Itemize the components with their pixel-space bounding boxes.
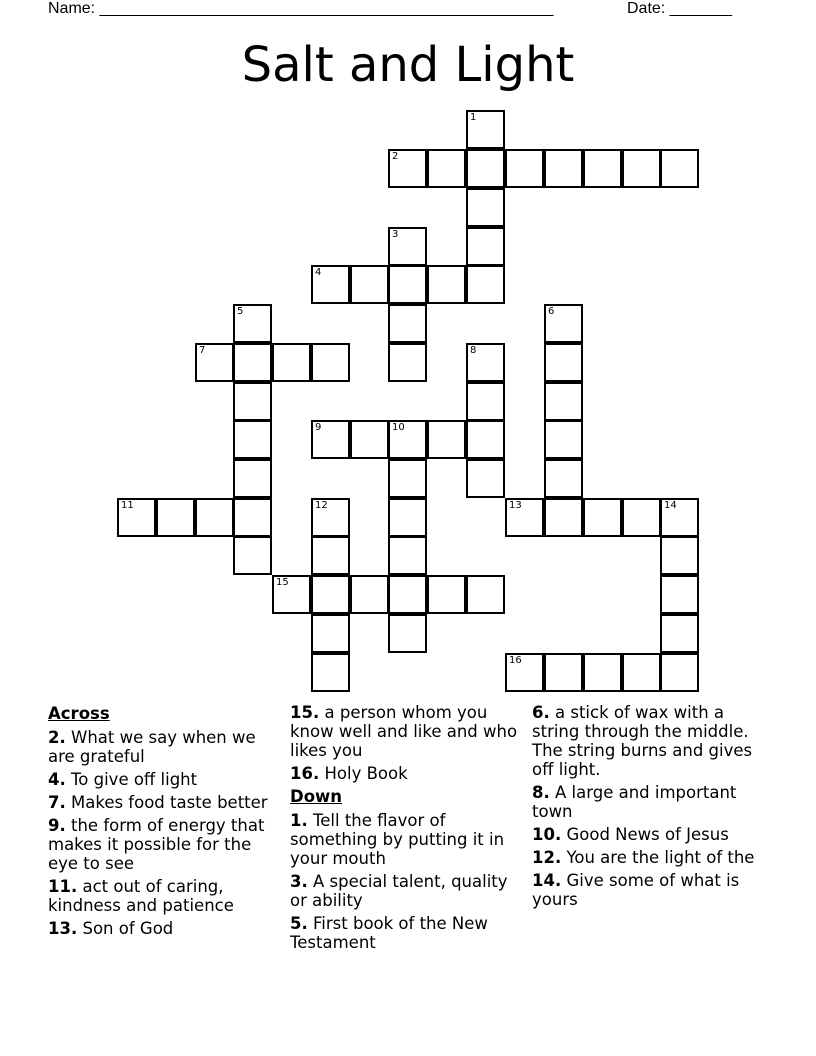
clue-text: Holy Book	[324, 764, 408, 783]
across-clue-4	[48, 770, 286, 789]
across-clue-13	[48, 919, 286, 938]
cell-number: 5	[237, 306, 244, 317]
grid-cell[interactable]	[660, 614, 699, 653]
across-clue-2	[48, 728, 286, 766]
grid-cell[interactable]	[156, 498, 195, 537]
cell-number: 12	[315, 500, 328, 511]
cell-number: 4	[315, 267, 322, 278]
grid-cell[interactable]	[311, 536, 350, 575]
grid-cell[interactable]	[388, 459, 427, 498]
grid-cell[interactable]	[583, 653, 622, 692]
grid-cell[interactable]	[233, 304, 272, 343]
down-heading: Down	[290, 787, 343, 806]
grid-cell[interactable]	[544, 382, 583, 421]
grid-cell[interactable]	[117, 498, 156, 537]
grid-cell[interactable]	[466, 575, 505, 614]
grid-cell[interactable]	[233, 498, 272, 537]
grid-cell[interactable]	[350, 420, 389, 459]
grid-cell[interactable]	[233, 459, 272, 498]
grid-cell[interactable]	[311, 498, 350, 537]
grid-cell[interactable]	[388, 420, 427, 459]
grid-cell[interactable]	[311, 614, 350, 653]
clue-number: 3.	[290, 872, 308, 891]
grid-cell[interactable]	[427, 265, 466, 304]
clue-text: the form of energy that makes it possible for the eye to see	[48, 816, 265, 873]
grid-cell[interactable]	[544, 304, 583, 343]
grid-cell[interactable]	[388, 536, 427, 575]
clue-number: 12.	[532, 848, 562, 867]
cell-number: 3	[392, 229, 399, 240]
grid-cell[interactable]	[388, 304, 427, 343]
grid-cell[interactable]	[544, 653, 583, 692]
grid-cell[interactable]	[544, 498, 583, 537]
grid-cell[interactable]	[466, 110, 505, 149]
grid-cell[interactable]	[466, 343, 505, 382]
clue-text: Tell the flavor of something by putting it in your mouth	[290, 811, 505, 868]
grid-cell[interactable]	[466, 459, 505, 498]
grid-cell[interactable]	[272, 343, 311, 382]
cell-number: 10	[392, 422, 405, 433]
clue-number: 10.	[532, 825, 562, 844]
clue-text: Son of God	[82, 919, 174, 938]
grid-cell[interactable]	[622, 653, 661, 692]
grid-cell[interactable]	[544, 149, 583, 188]
grid-cell[interactable]	[427, 149, 466, 188]
grid-cell[interactable]	[233, 382, 272, 421]
clue-text: A large and important town	[532, 783, 737, 821]
down-clue-8	[532, 783, 770, 821]
clue-text: a stick of wax with a string through the middle. The string burns and gives off light.	[532, 703, 753, 779]
grid-cell[interactable]	[311, 575, 350, 614]
grid-cell[interactable]	[350, 265, 389, 304]
clue-number: 11.	[48, 877, 78, 896]
clue-number: 7.	[48, 793, 66, 812]
clue-text: Makes food taste better	[71, 793, 268, 812]
down-clue-10	[532, 825, 770, 844]
grid-cell[interactable]	[583, 498, 622, 537]
across-clue-7	[48, 793, 286, 812]
cell-number: 14	[664, 500, 677, 511]
grid-cell[interactable]	[427, 575, 466, 614]
cell-number: 11	[121, 500, 134, 511]
grid-cell[interactable]	[466, 382, 505, 421]
grid-cell[interactable]	[544, 420, 583, 459]
clue-number: 9.	[48, 816, 66, 835]
cell-number: 16	[509, 655, 522, 666]
cell-number: 1	[470, 112, 477, 123]
grid-cell[interactable]	[311, 420, 350, 459]
grid-cell[interactable]	[272, 575, 311, 614]
cell-number: 2	[392, 151, 399, 162]
cell-number: 7	[199, 345, 206, 356]
clue-number: 1.	[290, 811, 308, 830]
cell-number: 6	[548, 306, 555, 317]
grid-cell[interactable]	[195, 498, 234, 537]
page-title: Salt and Light	[241, 37, 575, 93]
grid-cell[interactable]	[544, 459, 583, 498]
across-clue-11	[48, 877, 286, 915]
clue-text: First book of the New Testament	[290, 914, 488, 952]
name-field-line: Name: ___________________________________________________	[48, 0, 554, 17]
grid-cell[interactable]	[466, 227, 505, 266]
grid-cell[interactable]	[195, 343, 234, 382]
down-clue-1	[290, 811, 528, 868]
clue-number: 13.	[48, 919, 78, 938]
grid-cell[interactable]	[660, 498, 699, 537]
grid-cell[interactable]	[583, 149, 622, 188]
clue-text: A special talent, quality or ability	[290, 872, 508, 910]
grid-cell[interactable]	[233, 536, 272, 575]
grid-cell[interactable]	[311, 653, 350, 692]
down-clue-3	[290, 872, 528, 910]
date-field-line: Date: _______	[627, 0, 732, 17]
grid-cell[interactable]	[388, 614, 427, 653]
clue-text: Good News of Jesus	[566, 825, 729, 844]
clues-column-3	[532, 703, 770, 913]
clue-number: 5.	[290, 914, 308, 933]
grid-cell[interactable]	[388, 265, 427, 304]
clue-number: 2.	[48, 728, 66, 747]
clue-number: 6.	[532, 703, 550, 722]
grid-cell[interactable]	[660, 536, 699, 575]
clues-column-2	[290, 703, 528, 956]
grid-cell[interactable]	[233, 343, 272, 382]
down-clue-14	[532, 871, 770, 909]
grid-cell[interactable]	[505, 149, 544, 188]
grid-cell[interactable]	[660, 149, 699, 188]
across-clue-15	[290, 703, 528, 760]
grid-cell[interactable]	[311, 265, 350, 304]
cell-number: 15	[276, 577, 289, 588]
clue-number: 4.	[48, 770, 66, 789]
grid-cell[interactable]	[544, 343, 583, 382]
grid-cell[interactable]	[466, 149, 505, 188]
grid-cell[interactable]	[466, 420, 505, 459]
down-clue-12	[532, 848, 770, 867]
clues-column-1	[48, 703, 286, 942]
cell-number: 8	[470, 345, 477, 356]
grid-cell[interactable]	[622, 149, 661, 188]
grid-cell[interactable]	[622, 498, 661, 537]
cell-number: 13	[509, 500, 522, 511]
grid-cell[interactable]	[466, 188, 505, 227]
down-clue-5	[290, 914, 528, 952]
clue-text: Give some of what is yours	[532, 871, 740, 909]
across-clue-9	[48, 816, 286, 873]
clue-text: a person whom you know well and like and who likes you	[290, 703, 518, 760]
grid-cell[interactable]	[505, 498, 544, 537]
grid-cell[interactable]	[466, 265, 505, 304]
clue-number: 8.	[532, 783, 550, 802]
grid-cell[interactable]	[233, 420, 272, 459]
grid-cell[interactable]	[660, 653, 699, 692]
cell-number: 9	[315, 422, 322, 433]
clue-number: 14.	[532, 871, 562, 890]
clue-text: act out of caring, kindness and patience	[48, 877, 234, 915]
grid-cell[interactable]	[350, 575, 389, 614]
grid-cell[interactable]	[388, 343, 427, 382]
grid-cell[interactable]	[388, 227, 427, 266]
across-heading: Across	[48, 704, 110, 723]
clue-number: 16.	[290, 764, 320, 783]
down-clue-6	[532, 703, 770, 779]
across-clue-16	[290, 764, 528, 783]
grid-cell[interactable]	[427, 420, 466, 459]
clue-text: What we say when we are grateful	[48, 728, 256, 766]
grid-cell[interactable]	[388, 149, 427, 188]
grid-cell[interactable]	[388, 575, 427, 614]
clue-text: You are the light of the	[566, 848, 755, 867]
grid-cell[interactable]	[660, 575, 699, 614]
clue-number: 15.	[290, 703, 320, 722]
grid-cell[interactable]	[311, 343, 350, 382]
grid-cell[interactable]	[505, 653, 544, 692]
grid-cell[interactable]	[388, 498, 427, 537]
clue-text: To give off light	[71, 770, 198, 789]
